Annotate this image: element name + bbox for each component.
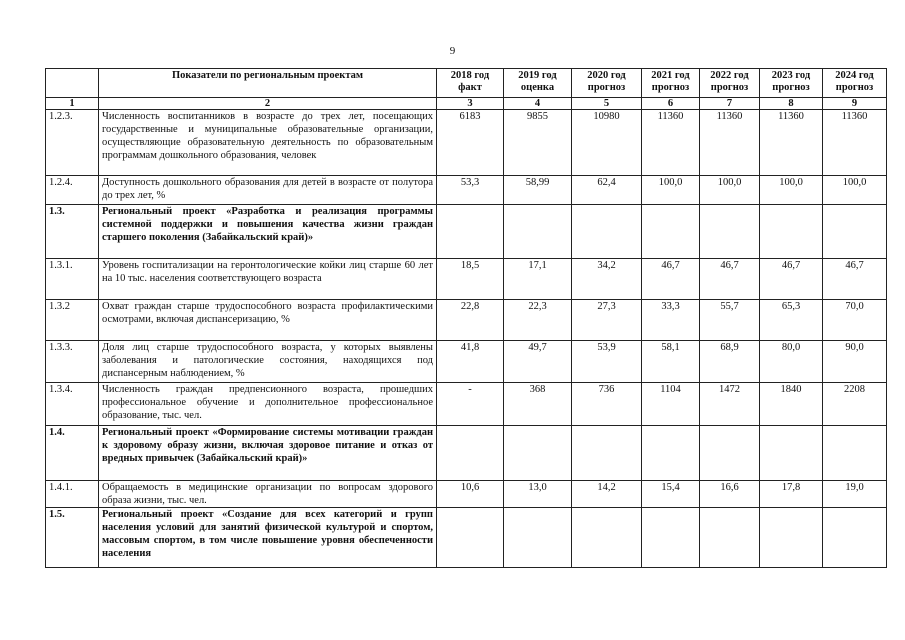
row-value-2022: 100,0	[700, 176, 760, 205]
row-value-2022	[700, 508, 760, 568]
row-value-2018: 41,8	[437, 341, 504, 383]
header-year-2024: 2024 год прогноз	[823, 69, 887, 98]
row-value-2019	[504, 426, 572, 481]
row-value-2024: 11360	[823, 110, 887, 176]
column-number: 8	[760, 98, 823, 110]
table-row	[46, 508, 887, 568]
table-body	[46, 110, 887, 568]
row-value-2022: 16,6	[700, 481, 760, 508]
table-row	[46, 205, 887, 259]
table-row	[46, 176, 887, 205]
row-value-2018: 6183	[437, 110, 504, 176]
row-indicator-name: Региональный проект «Создание для всех категорий и групп населения условий для занятий физической культурой и спортом, массовым спортом, в том числе повышение уровня обеспеченности населения	[99, 508, 437, 568]
row-value-2024: 2208	[823, 383, 887, 426]
header-empty-cell	[46, 69, 99, 98]
row-value-2019: 49,7	[504, 341, 572, 383]
row-code: 1.5.	[46, 508, 99, 568]
row-value-2023: 80,0	[760, 341, 823, 383]
row-value-2023	[760, 508, 823, 568]
row-indicator-name: Доступность дошкольного образования для детей в возрасте от полутора до трех лет, %	[99, 176, 437, 205]
row-value-2020: 62,4	[572, 176, 642, 205]
row-code: 1.3.	[46, 205, 99, 259]
table-row	[46, 383, 887, 426]
row-indicator-name: Обращаемость в медицинские организации по вопросам здорового образа жизни, тыс. чел.	[99, 481, 437, 508]
column-number-row	[46, 98, 887, 110]
row-value-2020	[572, 205, 642, 259]
row-value-2023	[760, 205, 823, 259]
table-row	[46, 110, 887, 176]
column-number: 4	[504, 98, 572, 110]
row-value-2019	[504, 508, 572, 568]
row-code: 1.3.4.	[46, 383, 99, 426]
header-row	[46, 69, 887, 98]
header-year-2018: 2018 год факт	[437, 69, 504, 98]
row-value-2018: 22,8	[437, 300, 504, 341]
row-value-2020	[572, 426, 642, 481]
header-indicators: Показатели по региональным проектам	[99, 69, 437, 98]
row-value-2024	[823, 426, 887, 481]
row-value-2021	[642, 205, 700, 259]
header-year-2021: 2021 год прогноз	[642, 69, 700, 98]
row-value-2023: 46,7	[760, 259, 823, 300]
row-value-2024: 46,7	[823, 259, 887, 300]
row-value-2023: 11360	[760, 110, 823, 176]
row-indicator-name: Численность воспитанников в возрасте до трех лет, посещающих государственные и муниципальные образовательные организации, осуществляющие образовательную деятельность по образовательным программам дошкольного образования, человек	[99, 110, 437, 176]
row-code: 1.3.3.	[46, 341, 99, 383]
row-value-2024	[823, 205, 887, 259]
row-value-2018: 10,6	[437, 481, 504, 508]
column-number: 3	[437, 98, 504, 110]
row-value-2018	[437, 508, 504, 568]
row-value-2019: 9855	[504, 110, 572, 176]
row-value-2021	[642, 508, 700, 568]
row-value-2021: 1104	[642, 383, 700, 426]
row-value-2018: 18,5	[437, 259, 504, 300]
column-number: 6	[642, 98, 700, 110]
row-value-2020: 14,2	[572, 481, 642, 508]
row-value-2020: 736	[572, 383, 642, 426]
row-value-2024: 70,0	[823, 300, 887, 341]
page-number: 9	[449, 45, 456, 57]
row-value-2023: 1840	[760, 383, 823, 426]
row-value-2018: 53,3	[437, 176, 504, 205]
row-indicator-name: Уровень госпитализации на геронтологические койки лиц старше 60 лет на 10 тыс. населения соответствующего возраста	[99, 259, 437, 300]
row-value-2021: 58,1	[642, 341, 700, 383]
row-value-2024	[823, 508, 887, 568]
row-value-2021: 100,0	[642, 176, 700, 205]
table-row	[46, 300, 887, 341]
row-indicator-name: Доля лиц старше трудоспособного возраста, у которых выявлены заболевания и патологические состояния, находящихся под диспансерным наблюдением, %	[99, 341, 437, 383]
row-code: 1.3.2	[46, 300, 99, 341]
row-indicator-name: Численность граждан предпенсионного возраста, прошедших профессиональное обучение и дополнительное профессиональное образование, тыс. чел.	[99, 383, 437, 426]
column-number: 5	[572, 98, 642, 110]
row-value-2020: 10980	[572, 110, 642, 176]
row-value-2019: 17,1	[504, 259, 572, 300]
header-year-2019: 2019 год оценка	[504, 69, 572, 98]
column-number: 9	[823, 98, 887, 110]
column-number: 7	[700, 98, 760, 110]
row-value-2024: 19,0	[823, 481, 887, 508]
row-code: 1.4.	[46, 426, 99, 481]
row-value-2019: 58,99	[504, 176, 572, 205]
row-value-2018	[437, 426, 504, 481]
row-value-2021	[642, 426, 700, 481]
row-value-2022: 11360	[700, 110, 760, 176]
table-row	[46, 341, 887, 383]
row-value-2019: 13,0	[504, 481, 572, 508]
row-value-2021: 11360	[642, 110, 700, 176]
row-indicator-name: Региональный проект «Формирование системы мотивации граждан к здоровому образу жизни, включая здоровое питание и отказ от вредных привычек (Забайкальский край)»	[99, 426, 437, 481]
row-value-2023: 100,0	[760, 176, 823, 205]
row-value-2022	[700, 205, 760, 259]
table-row	[46, 259, 887, 300]
row-value-2020: 53,9	[572, 341, 642, 383]
row-code: 1.2.3.	[46, 110, 99, 176]
row-value-2022: 55,7	[700, 300, 760, 341]
row-value-2024: 100,0	[823, 176, 887, 205]
row-value-2018	[437, 205, 504, 259]
row-value-2019: 22,3	[504, 300, 572, 341]
row-indicator-name: Охват граждан старше трудоспособного возраста профилактическими осмотрами, включая диспансеризацию, %	[99, 300, 437, 341]
row-value-2020	[572, 508, 642, 568]
column-number: 2	[99, 98, 437, 110]
row-value-2021: 46,7	[642, 259, 700, 300]
row-value-2019	[504, 205, 572, 259]
row-value-2022	[700, 426, 760, 481]
row-value-2023: 65,3	[760, 300, 823, 341]
table-row	[46, 481, 887, 508]
row-value-2022: 1472	[700, 383, 760, 426]
row-value-2022: 46,7	[700, 259, 760, 300]
header-year-2022: 2022 год прогноз	[700, 69, 760, 98]
indicators-table	[45, 68, 887, 568]
row-value-2019: 368	[504, 383, 572, 426]
row-code: 1.4.1.	[46, 481, 99, 508]
row-value-2020: 27,3	[572, 300, 642, 341]
row-code: 1.2.4.	[46, 176, 99, 205]
row-value-2021: 33,3	[642, 300, 700, 341]
row-value-2018: -	[437, 383, 504, 426]
row-value-2020: 34,2	[572, 259, 642, 300]
row-value-2021: 15,4	[642, 481, 700, 508]
row-value-2022: 68,9	[700, 341, 760, 383]
table-row	[46, 426, 887, 481]
row-value-2023: 17,8	[760, 481, 823, 508]
row-value-2023	[760, 426, 823, 481]
row-code: 1.3.1.	[46, 259, 99, 300]
header-year-2023: 2023 год прогноз	[760, 69, 823, 98]
column-number: 1	[46, 98, 99, 110]
row-value-2024: 90,0	[823, 341, 887, 383]
header-year-2020: 2020 год прогноз	[572, 69, 642, 98]
row-indicator-name: Региональный проект «Разработка и реализация программы системной поддержки и повышения качества жизни граждан старшего поколения (Забайкальский край)»	[99, 205, 437, 259]
